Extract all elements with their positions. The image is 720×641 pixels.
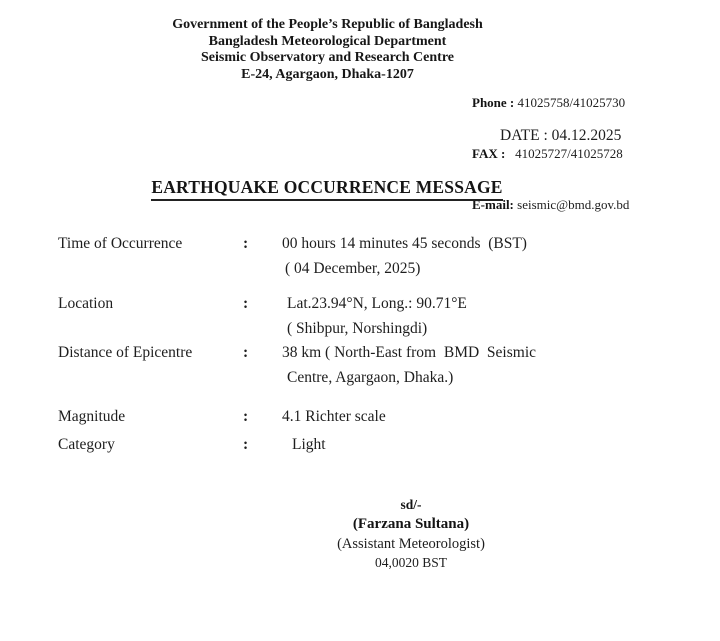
- detail-value-line1: 4.1 Richter scale: [282, 408, 386, 425]
- detail-value-line2: ( 04 December, 2025): [285, 260, 421, 277]
- phone-row: [472, 94, 629, 111]
- date-line: DATE : 04.12.2025: [500, 127, 622, 144]
- fax-row: [472, 145, 629, 162]
- letterhead-line-address: E-24, Agargaon, Dhaka-1207: [241, 66, 414, 82]
- detail-value: [282, 404, 386, 429]
- detail-colon: :: [243, 436, 249, 453]
- document-title: EARTHQUAKE OCCURRENCE MESSAGE: [151, 177, 502, 201]
- detail-label: Time of Occurrence: [58, 235, 183, 252]
- signatory-designation: (Assistant Meteorologist): [337, 536, 485, 552]
- signature-block: [280, 496, 542, 571]
- detail-value-line1: 38 km ( North-East from BMD Seismic: [282, 344, 537, 361]
- letterhead-line-centre: Seismic Observatory and Research Centre: [201, 50, 454, 65]
- fax-label: FAX :: [472, 146, 506, 161]
- detail-colon: :: [243, 344, 249, 361]
- detail-label: Category: [58, 436, 115, 453]
- email-value: seismic@bmd.gov.bd: [513, 197, 630, 212]
- signature-time: 04,0020 BST: [374, 555, 447, 570]
- detail-label: Magnitude: [58, 408, 126, 425]
- detail-row-location: [58, 291, 467, 341]
- signature-sd: sd/-: [400, 497, 422, 512]
- detail-colon: :: [243, 295, 249, 312]
- detail-value-line2: Centre, Agargaon, Dhaka.): [287, 369, 454, 386]
- detail-value-line1: 00 hours 14 minutes 45 seconds (BST): [282, 235, 527, 252]
- detail-row-category: [58, 432, 326, 457]
- email-label: E-mail:: [472, 197, 514, 212]
- detail-row-distance-of-epicentre: [58, 340, 536, 390]
- detail-value-line1: Lat.23.94°N, Long.: 90.71°E: [287, 295, 467, 312]
- letterhead-line-government: Government of the People’s Republic of Bangladesh: [172, 17, 483, 32]
- detail-value: [282, 340, 536, 390]
- detail-label: Distance of Epicentre: [58, 344, 193, 361]
- letterhead-line-department: Bangladesh Meteorological Department: [208, 33, 447, 49]
- phone-value: 41025758/41025730: [514, 95, 626, 110]
- detail-value-line2: ( Shibpur, Norshingdi): [287, 320, 428, 337]
- phone-label: Phone :: [472, 95, 515, 110]
- detail-row-time-of-occurrence: [58, 231, 527, 281]
- fax-value: 41025727/41025728: [505, 146, 623, 161]
- detail-value: [282, 432, 326, 457]
- detail-value: [282, 231, 527, 281]
- detail-colon: :: [243, 235, 249, 252]
- detail-row-magnitude: [58, 404, 386, 429]
- detail-colon: :: [243, 408, 249, 425]
- detail-value-line1: Light: [292, 436, 326, 453]
- signatory-name: (Farzana Sultana): [352, 516, 470, 532]
- detail-label: Location: [58, 295, 114, 312]
- contact-block: [472, 60, 629, 247]
- detail-value: [282, 291, 467, 341]
- title-wrap: [0, 177, 654, 201]
